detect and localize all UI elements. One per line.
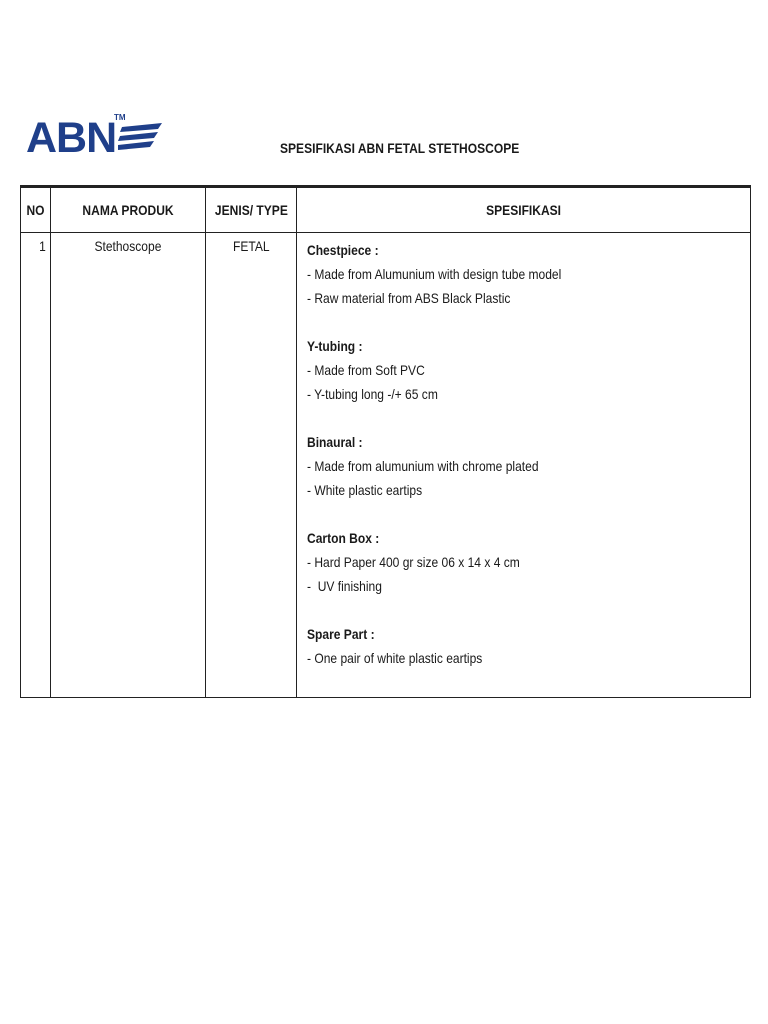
cell-type: FETAL [206,233,297,698]
section-title: Chestpiece : [307,242,379,258]
table-header-row [21,187,751,233]
abn-logo [26,113,166,161]
section-line: - Made from Alumunium with design tube model [307,266,562,282]
cell-product-name: Stethoscope [51,233,206,698]
logo-trademark: TM [114,113,126,122]
section-line: - Hard Paper 400 gr size 06 x 14 x 4 cm [307,554,520,570]
cell-no: 1 [21,233,51,698]
section-line: - Made from alumunium with chrome plated [307,458,539,474]
section-line: - Raw material from ABS Black Plastic [307,290,511,306]
logo-wing-icon [118,121,164,155]
table-row [21,233,751,698]
document-title: SPESIFIKASI ABN FETAL STETHOSCOPE [280,140,520,156]
header-product-name: NAMA PRODUK [51,187,206,233]
section-line: - One pair of white plastic eartips [307,650,483,666]
section-line: - Made from Soft PVC [307,362,425,378]
section-line: - Y-tubing long -/+ 65 cm [307,386,438,402]
spec-section-binaural [307,430,750,502]
section-title: Carton Box : [307,530,380,546]
section-title: Binaural : [307,434,363,450]
spec-section-carton-box [307,526,750,598]
spec-section-y-tubing [307,334,750,406]
section-line: - UV finishing [307,578,382,594]
section-title: Y-tubing : [307,338,363,354]
header-type: JENIS/ TYPE [206,187,297,233]
spec-section-chestpiece [307,238,750,310]
header-specification: SPESIFIKASI [297,187,751,233]
section-line: - White plastic eartips [307,482,423,498]
cell-specification [297,233,751,698]
logo-text: ABN [26,114,117,162]
specification-table [20,185,751,698]
header-no: NO [21,187,51,233]
section-title: Spare Part : [307,626,375,642]
spec-section-spare-part [307,622,750,670]
